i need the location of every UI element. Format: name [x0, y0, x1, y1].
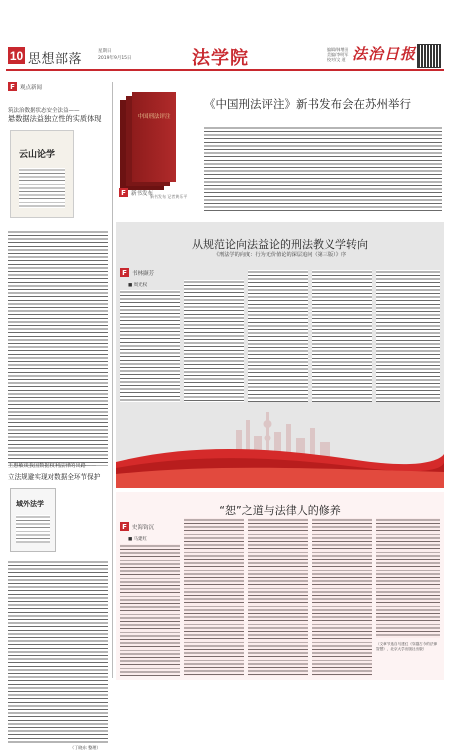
top-news-body — [204, 126, 442, 214]
section-name: 思想部落 — [28, 52, 83, 67]
bottom-author: ■ 马建红 — [128, 537, 148, 542]
text-column — [248, 518, 308, 676]
text-column — [184, 280, 244, 420]
text-column — [120, 544, 180, 676]
top-news-tag: F 新书发布 — [119, 188, 153, 197]
middle-author: ■ 周光权 — [128, 283, 148, 288]
left-top-tag: F 观点新闻 — [8, 82, 42, 91]
top-news — [116, 82, 444, 220]
text-column — [120, 290, 180, 420]
edition-date: 2019年9月15日 — [98, 56, 132, 61]
editor-line: 美编/李明军 — [327, 52, 349, 57]
text-column — [184, 518, 244, 676]
book-cover-left-top — [10, 130, 74, 218]
middle-subtitle: 《刑法学的向度：行为无价值论的深层追问（第三版）》序 — [213, 252, 347, 258]
book-cover-main — [132, 92, 176, 182]
middle-feature — [116, 222, 444, 488]
editor-info — [327, 47, 348, 62]
editor-line: 校对/文 道 — [327, 57, 346, 62]
text-column — [376, 518, 440, 638]
city-skyline-illustration — [116, 402, 444, 488]
tag-icon: F — [8, 82, 17, 91]
bottom-tag: F 史海钩沉 — [120, 522, 154, 531]
left-bottom-kicker: 王惠敏谈我国数据权利法律的出路—— — [8, 463, 97, 469]
qr-code-icon — [417, 44, 441, 68]
text-column — [376, 270, 440, 420]
editor-line: 编辑/韩增田 — [327, 47, 349, 52]
left-bottom-headline: 立法规避实现对数据全环节保护 — [8, 473, 101, 481]
newspaper-logo: 法治日报 — [352, 45, 417, 63]
book-cover-text — [16, 515, 50, 543]
tag-icon: F — [119, 188, 128, 197]
book-title: 域外法学 — [16, 499, 44, 508]
column-title: 法学院 — [192, 48, 249, 69]
top-news-caption: 新书发布 记者黄乐平 — [150, 194, 188, 199]
bottom-feature — [116, 492, 444, 680]
left-bottom-byline: （丁晓东 整理） — [70, 745, 101, 750]
book-cover-left-bottom — [10, 488, 56, 552]
middle-headline: 从规范论向法益论的刑法教义学转向 — [192, 238, 368, 251]
left-top-headline: 悬数据法益独立性的实质体现 — [8, 114, 102, 123]
text-column — [248, 270, 308, 420]
middle-tag: F 书林撷芳 — [120, 268, 154, 277]
masthead-rule — [6, 69, 444, 71]
page-number: 10 — [9, 48, 24, 63]
edition-label: 星期日 — [98, 49, 112, 54]
top-news-headline: 《中国刑法评注》新书发布会在苏州举行 — [204, 97, 411, 111]
masthead — [0, 0, 450, 82]
bottom-source-note: （文章节选自马建红《穿越古今的法律智慧》，北京大学出版社出版） — [376, 642, 438, 651]
bottom-headline: “恕”之道与法律人的修养 — [219, 504, 341, 517]
middle-columns — [120, 290, 440, 420]
book-title: 云山论学 — [19, 150, 56, 160]
text-column — [312, 518, 372, 676]
text-column — [312, 270, 372, 420]
tag-icon: F — [120, 522, 129, 531]
left-column — [8, 80, 108, 750]
tag-icon: F — [120, 268, 129, 277]
left-top-body — [8, 230, 108, 466]
book-cover-title: 中国刑法评注 — [137, 114, 171, 120]
column-divider — [112, 82, 113, 678]
left-top-kicker: 筑法治数据状态安全法益—— — [8, 108, 80, 114]
left-bottom-body — [8, 560, 108, 744]
book-cover-text — [19, 168, 65, 208]
